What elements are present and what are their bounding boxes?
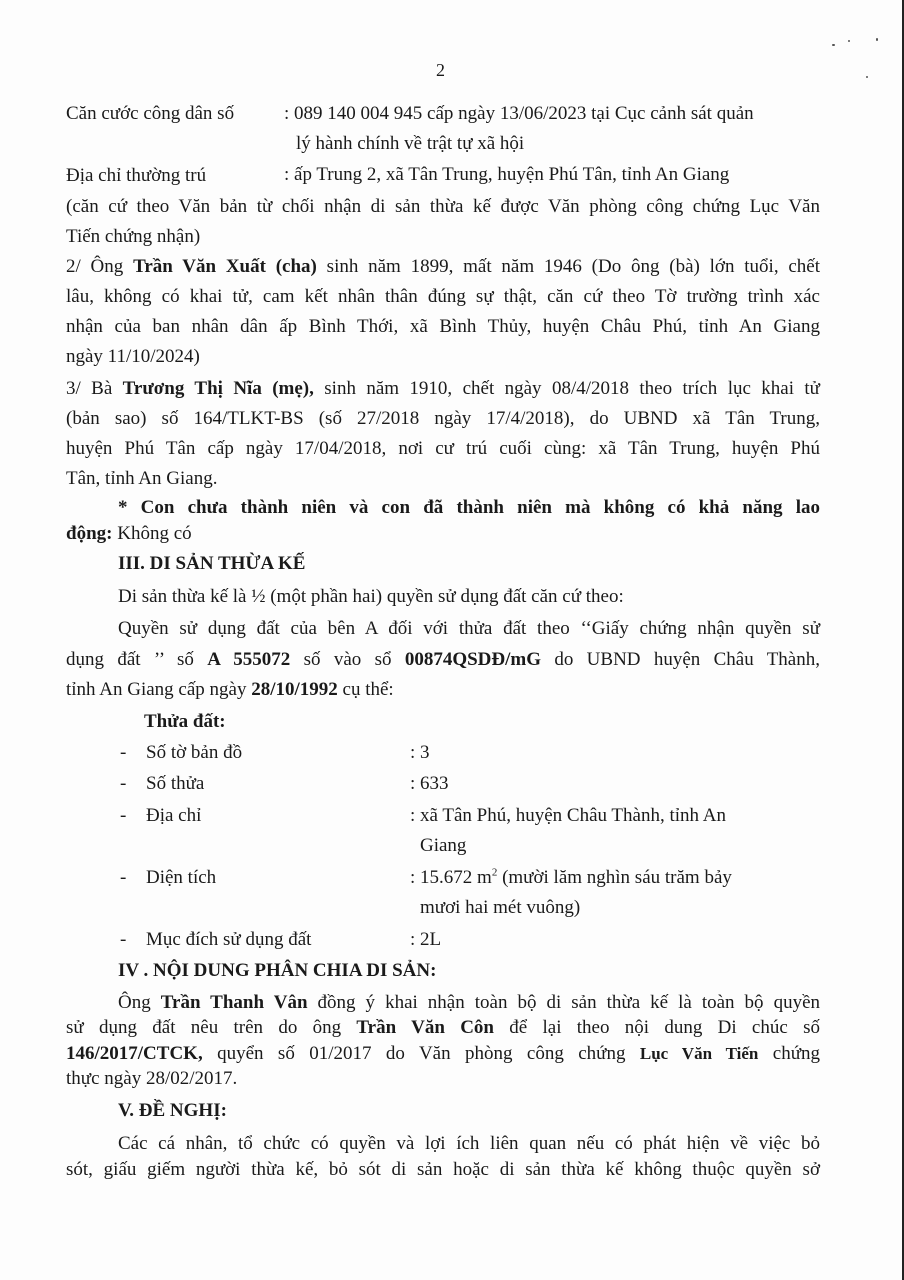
scan-speck xyxy=(848,40,850,42)
cert-text-e: do UBND huyện Châu Thành, xyxy=(541,649,820,670)
person2-line4: ngày 11/10/2024) xyxy=(66,346,200,367)
basis-line1: (căn cứ theo Văn bản từ chối nhận di sản thừa kế được Văn phòng công chứng Lục Văn xyxy=(66,196,820,217)
section3-intro: Di sản thừa kế là ½ (một phần hai) quyền sử dụng đất căn cứ theo: xyxy=(118,586,624,607)
parcel-item-dash: - xyxy=(120,742,127,763)
section4-line3 xyxy=(66,1042,820,1066)
minor-children-value: Không có xyxy=(112,523,192,544)
scan-speck xyxy=(866,76,868,78)
parcel-item-dash: - xyxy=(120,929,127,950)
person3-line1-rest: sinh năm 1910, chết ngày 08/4/2018 theo trích lục khai tử xyxy=(313,378,820,399)
person2-line3: nhận của ban nhân dân ấp Bình Thới, xã Bình Thủy, huyện Châu Phú, tỉnh An Giang xyxy=(66,316,820,337)
heir-name: Trần Thanh Vân xyxy=(160,992,308,1013)
scan-speck xyxy=(876,38,878,41)
s4-text-3d: chứng xyxy=(758,1043,821,1064)
parcel-item-dash: - xyxy=(120,773,127,794)
person3-line3: huyện Phú Tân cấp ngày 17/04/2018, nơi cư trú cuối cùng: xã Tân Trung, huyện Phú xyxy=(66,438,820,459)
basis-line2: Tiến chứng nhận) xyxy=(66,226,201,247)
minor-children-label: động: xyxy=(66,523,113,544)
area-number: : 15.672 m xyxy=(410,867,492,888)
parcel-heading: Thửa đất: xyxy=(144,711,226,732)
section4-line2 xyxy=(66,1016,820,1040)
person2-line1 xyxy=(66,255,820,279)
s4-text-3b: quyển số 01/2017 do Văn phòng công chứng xyxy=(202,1043,640,1064)
person2-name: Trần Văn Xuất (cha) xyxy=(133,256,317,277)
section3-heading: III. DI SẢN THỪA KẾ xyxy=(118,553,306,574)
person2-prefix: 2/ Ông xyxy=(66,256,134,277)
s4-text-2c: để lại theo nội dung Di chúc số xyxy=(493,1017,820,1038)
person3-line2: (bản sao) số 164/TLKT-BS (số 27/2018 ngày 17/4/2018), do UBND xã Tân Trung, xyxy=(66,408,820,429)
parcel-address-value-line2: Giang xyxy=(420,835,467,856)
cccd-label: Căn cước công dân số xyxy=(66,103,235,124)
s4-text-1a: Ông xyxy=(118,992,161,1013)
area-unit-superscript: 2 xyxy=(491,866,498,879)
parcel-area-label: Diện tích xyxy=(146,867,217,888)
cert-date: 28/10/1992 xyxy=(251,679,338,700)
parcel-item-dash: - xyxy=(120,867,127,888)
parcel-area-value xyxy=(410,866,732,890)
certificate-line1: Quyền sử dụng đất của bên A đối với thửa đất theo ‘‘Giấy chứng nhận quyền sử xyxy=(118,618,820,639)
section5-heading: V. ĐỀ NGHỊ: xyxy=(118,1100,227,1121)
certificate-line2 xyxy=(66,648,820,672)
cert-number: A 555072 xyxy=(207,649,291,670)
cccd-value-line1: : 089 140 004 945 cấp ngày 13/06/2023 tại Cục cảnh sát quản xyxy=(284,103,754,124)
parcel-item-dash: - xyxy=(120,805,127,826)
notary-office-name: Lục Văn Tiến xyxy=(639,1044,759,1063)
cert-text-3c: cụ thể: xyxy=(337,679,394,700)
address-label: Địa chỉ thường trú xyxy=(66,165,207,186)
parcel-number-value: : 633 xyxy=(410,773,449,794)
person3-line4: Tân, tỉnh An Giang. xyxy=(66,468,218,489)
section4-line4: thực ngày 28/02/2017. xyxy=(66,1068,238,1089)
cert-text-a: dụng đất ’’ số xyxy=(66,649,208,670)
section4-line1 xyxy=(118,991,820,1015)
certificate-line3 xyxy=(66,678,394,702)
section5-line2: sót, giấu giếm người thừa kế, bỏ sót di sản hoặc di sản thừa kế không thuộc quyền sở xyxy=(66,1159,820,1180)
person3-prefix: 3/ Bà xyxy=(66,378,123,399)
cccd-value-line2: lý hành chính về trật tự xã hội xyxy=(296,133,525,154)
section5-line1: Các cá nhân, tổ chức có quyền và lợi ích liên quan nếu có phát hiện về việc bỏ xyxy=(118,1133,820,1154)
parcel-area-value-line2: mươi hai mét vuông) xyxy=(420,897,581,918)
s4-text-2a: sử dụng đất nêu trên do ông xyxy=(66,1017,357,1038)
area-words: (mười lăm nghìn sáu trăm bảy xyxy=(497,867,732,888)
will-number: 146/2017/CTCK, xyxy=(66,1043,203,1064)
parcel-map-sheet-label: Số tờ bản đồ xyxy=(146,742,243,763)
cert-text-c: số vào sổ xyxy=(290,649,405,670)
parcel-number-label: Số thửa xyxy=(146,773,205,794)
parcel-address-value: : xã Tân Phú, huyện Châu Thành, tỉnh An xyxy=(410,805,726,826)
section4-heading: IV . NỘI DUNG PHÂN CHIA DI SẢN: xyxy=(118,960,437,981)
s4-text-1c: đồng ý khai nhận toàn bộ di sản thừa kế là toàn bộ quyền xyxy=(307,992,820,1013)
minor-children-line2 xyxy=(66,522,192,546)
person3-name: Trương Thị Nĩa (mẹ), xyxy=(122,378,314,399)
page-number: 2 xyxy=(436,60,445,80)
person2-line1-rest: sinh năm 1899, mất năm 1946 (Do ông (bà) lớn tuổi, chết xyxy=(316,256,820,277)
cert-register-number: 00874QSDĐ/mG xyxy=(404,649,542,670)
parcel-map-sheet-value: : 3 xyxy=(410,742,430,763)
cert-text-3a: tỉnh An Giang cấp ngày xyxy=(66,679,252,700)
deceased-name: Trần Văn Côn xyxy=(356,1017,494,1038)
parcel-purpose-label: Mục đích sử dụng đất xyxy=(146,929,312,950)
person3-line1 xyxy=(66,377,820,401)
person2-line2: lâu, không có khai tử, cam kết nhân thân đúng sự thật, căn cứ theo Tờ trường trình xác xyxy=(66,286,820,307)
parcel-address-label: Địa chỉ xyxy=(146,805,202,826)
parcel-purpose-value: : 2L xyxy=(410,929,442,950)
minor-children-line1: * Con chưa thành niên và con đã thành niên mà không có khả năng lao xyxy=(118,497,820,518)
scan-speck xyxy=(832,44,835,46)
address-value: : ấp Trung 2, xã Tân Trung, huyện Phú Tân, tỉnh An Giang xyxy=(284,164,730,185)
